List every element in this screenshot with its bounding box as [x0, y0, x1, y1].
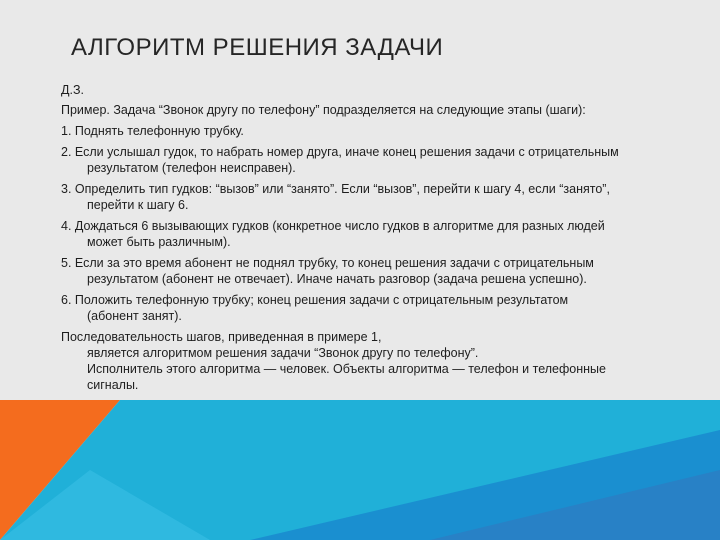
step-3: 3. Определить тип гудков: “вызов” или “занято”. Если “вызов”, перейти к шагу 4, если “занято”, перейти к шагу 6. [61, 182, 610, 212]
step-1: 1. Поднять телефонную трубку. [61, 124, 244, 138]
slide-content [61, 82, 621, 398]
slide-title: АЛГОРИТМ РЕШЕНИЯ ЗАДАЧИ [71, 34, 444, 61]
homework-label: Д.З. [61, 83, 84, 97]
step-2: 2. Если услышал гудок, то набрать номер друга, иначе конец решения задачи с отрицательным результатом (телефон неисправен). [61, 145, 619, 175]
example-intro: Пример. Задача “Звонок другу по телефону” подразделяется на следующие этапы (шаги): [61, 103, 586, 117]
summary-line-3: Исполнитель этого алгоритма — человек. Объекты алгоритма — телефон и телефонные сигналы. [87, 362, 606, 392]
step-4: 4. Дождаться 6 вызывающих гудков (конкретное число гудков в алгоритме для разных людей может быть различным). [61, 219, 605, 249]
summary-line-1: Последовательность шагов, приведенная в примере 1, [61, 330, 382, 344]
step-5: 5. Если за это время абонент не поднял трубку, то конец решения задачи с отрицательным результатом (абонент не отвечает). Иначе начать разговор (задача решена успешно). [61, 256, 594, 286]
step-6: 6. Положить телефонную трубку; конец решения задачи с отрицательным результатом (абонент занят). [61, 293, 569, 323]
summary [61, 329, 621, 393]
summary-line-2: является алгоритмом решения задачи “Звонок другу по телефону”. [87, 346, 479, 360]
